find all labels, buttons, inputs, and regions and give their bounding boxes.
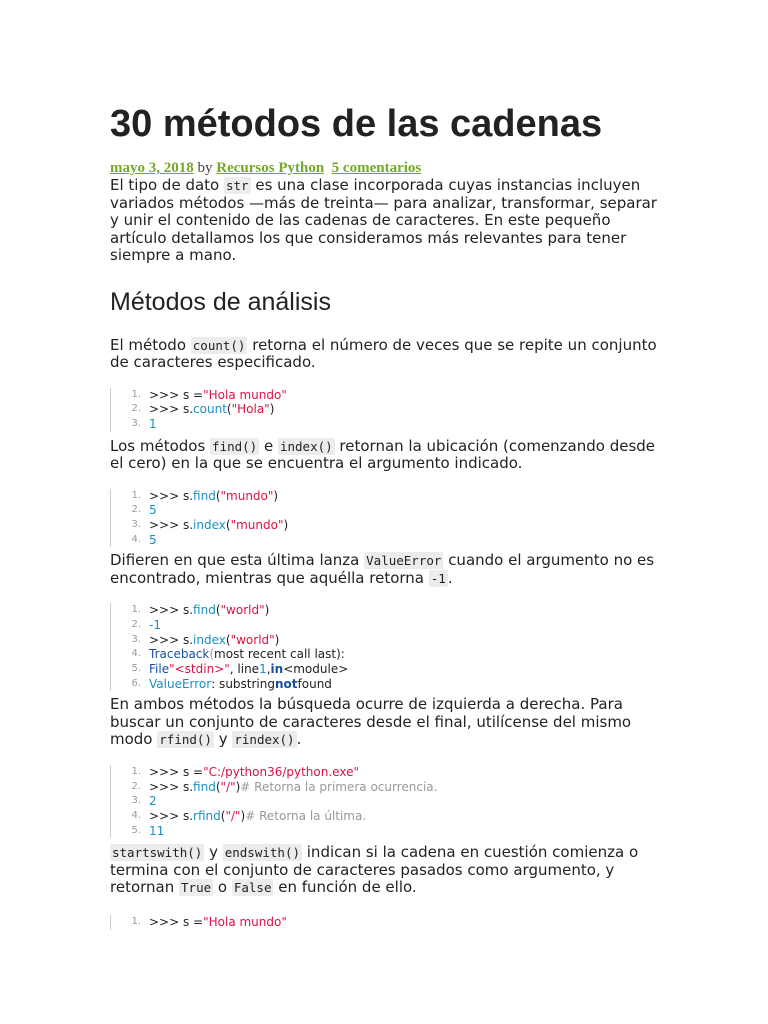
article-title: 30 métodos de las cadenas [110,103,603,145]
code-text: ( [215,603,221,618]
code-text: >>> s. [149,488,194,503]
code-text: >>> s = [149,914,204,929]
code-line [111,618,658,633]
code-keyword: in [270,662,284,677]
inline-code-false: False [233,880,272,896]
author-link[interactable]: Recursos Python [216,160,325,176]
code-string: "C:/python36/python.exe" [203,764,359,779]
code-function: index [193,632,226,647]
line-number: 2. [131,780,141,792]
line-number: 4. [131,648,141,660]
code-text: >>> s = [149,764,204,779]
both-text-1: En ambos métodos la búsqueda ocurre de izquierda a derecha. Para buscar un conjunto de caracteres desde el final, utilícense del mismo modo [110,695,632,749]
code-text: ) [235,779,241,794]
code-string: "world" [230,632,275,647]
line-number: 3. [131,417,141,429]
count-text-2: retorna el número de veces que se repite un conjunto de caracteres especificado. [110,335,657,371]
code-text: >>> s. [149,517,194,532]
line-number: 1. [131,388,141,400]
code-line [111,647,658,662]
code-string: "world" [220,603,265,618]
code-text: ) [283,517,289,532]
code-text: File [149,662,170,677]
startswith-paragraph [110,844,658,897]
by-label: by [197,160,213,176]
code-line [111,633,658,648]
line-number: 2. [131,504,141,516]
code-line [111,824,658,839]
code-text: found [297,676,332,691]
inline-code-minus-one: -1 [430,570,446,586]
code-text: ( [215,488,221,503]
code-text: ( [215,779,221,794]
code-text: : substring [211,676,275,691]
inline-code-rfind: rfind() [159,732,212,748]
starts-text-3: o [213,878,232,897]
both-text-3: . [296,730,302,749]
article-meta [110,160,658,177]
line-number: 4. [131,533,141,545]
count-paragraph [110,337,658,372]
code-line [111,518,658,533]
code-number: 5 [149,503,157,518]
intro-paragraph [110,177,658,265]
code-text: <module> [283,662,349,677]
code-number: 5 [149,532,157,547]
inline-code-count: count() [192,337,246,353]
code-text: >>> s. [149,402,194,417]
code-block-startswith [110,915,658,930]
code-function: find [193,488,216,503]
code-text: >>> s. [149,632,194,647]
line-number: 1. [131,489,141,501]
code-string: "Hola mundo" [203,914,287,929]
code-text: ) [274,632,280,647]
code-string: "/" [225,809,241,823]
code-line [111,603,658,618]
comments-link[interactable]: 5 comentarios [331,160,422,176]
code-text: >>> s. [149,809,194,823]
code-text: ) [240,809,246,823]
code-error: ValueError [149,676,212,691]
intro-text-2: es una clase incorporada cuyas instancias incluyen variados métodos —más de treinta— para analizar, transformar, separar y unir el contenido de las cadenas de caracteres. En este pequeño artículo detallamos los que consideramos más relevantes para tener siempre a mano. [110,176,657,264]
line-number: 6. [131,677,141,689]
code-number: -1 [149,618,161,632]
code-string: "/" [220,779,236,794]
code-text: ( [209,647,215,662]
code-block-count [110,388,658,432]
code-function: find [193,779,216,794]
code-keyword: not [274,676,298,691]
code-text: , line [229,662,260,677]
code-line [111,780,658,795]
code-text: ( [225,632,231,647]
code-text: most recent call last [214,647,337,662]
count-text-1: El método [110,335,191,354]
intro-text-1: El tipo de dato [110,176,224,194]
code-line [111,402,658,417]
code-number: 2 [149,794,157,809]
line-number: 2. [131,403,141,415]
code-line [111,662,658,677]
starts-text-2: indican si la cadena en cuestión comienza o termina con el conjunto de caracteres pasados como argumento, y retornan [110,843,639,897]
code-text: , [266,662,271,677]
code-text: ) [264,603,270,618]
line-number: 2. [131,619,141,630]
code-line [111,489,658,504]
code-string: "<stdin>" [169,662,230,677]
find-text-1: Los métodos [110,436,211,455]
inline-code-index: index() [279,438,333,454]
line-number: 5. [131,824,141,836]
inline-code-valueerror: ValueError [366,553,442,569]
line-number: 3. [131,518,141,530]
code-block-rfind [110,765,658,838]
code-function: find [193,603,216,618]
both-paragraph [110,696,658,749]
code-line [111,417,658,432]
code-line [111,388,658,403]
code-comment: # Retorna la última. [245,809,367,823]
starts-text-4: en función de ello. [273,878,417,897]
code-text: ) [269,402,275,417]
inline-code-find: find() [212,438,258,454]
differ-text-2: cuando el argumento no es encontrado, mientras que aquélla retorna [110,551,655,587]
post-date-link[interactable]: mayo 3, 2018 [110,160,194,176]
code-text: ( [225,517,231,532]
line-number: 1. [131,765,141,777]
code-text: ) [273,488,279,503]
code-line [111,915,658,930]
code-block-valueerror [110,603,658,691]
inline-code-endswith: endswith() [224,845,300,861]
code-function: rfind [193,809,221,823]
code-text: ): [336,647,345,662]
line-number: 4. [131,810,141,821]
line-number: 1. [131,604,141,616]
starts-text-1: y [204,843,223,862]
code-function: count [193,402,227,417]
code-number: 11 [149,823,165,838]
find-text-2: e [259,436,278,455]
code-line [111,503,658,518]
differ-paragraph [110,552,658,587]
code-function: index [193,517,226,532]
code-line [111,809,658,824]
inline-code-rindex: rindex() [234,732,295,748]
code-text: ( [226,402,232,417]
differ-text-1: Difieren en que esta última lanza [110,551,365,570]
code-text: ( [220,809,226,823]
differ-text-3: . [447,568,453,587]
code-string: "mundo" [220,488,274,503]
code-line [111,533,658,548]
find-paragraph [110,438,658,473]
line-number: 3. [131,795,141,807]
code-line [111,794,658,809]
code-string: "mundo" [230,517,284,532]
code-comment: # Retorna la primera ocurrencia. [240,779,438,794]
code-text: >>> s = [149,387,204,402]
code-string: "Hola mundo" [203,387,287,402]
code-text: >>> s. [149,779,194,794]
line-number: 1. [131,915,141,927]
line-number: 3. [131,633,141,645]
inline-code-startswith: startswith() [112,845,203,861]
code-line [111,765,658,780]
code-number: 1 [259,662,267,677]
code-text: >>> s. [149,603,194,618]
find-text-3: retornan la ubicación (comenzando desde el cero) en la que se encuentra el argumento indicado. [110,436,656,473]
code-line [111,677,658,692]
code-traceback: Traceback [149,647,210,662]
line-number: 5. [131,663,141,675]
both-text-2: y [213,730,233,749]
section-heading: Métodos de análisis [110,287,331,316]
inline-code-true: True [181,880,212,896]
code-number: 1 [149,416,157,431]
code-block-find [110,489,658,548]
inline-code-str: str [226,178,249,193]
code-string: "Hola" [231,402,270,417]
